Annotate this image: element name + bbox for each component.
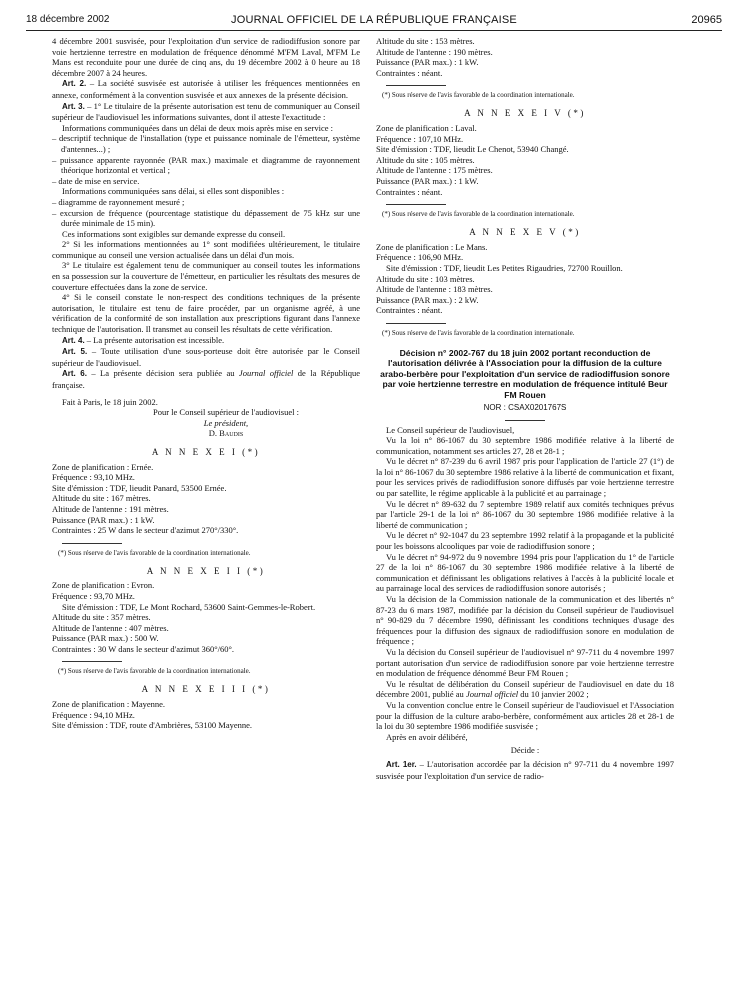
article-2: Art. 2. – La société susvisée est autorisée à utiliser les fréquences mentionnées en annexe, conformément à la convention susvisée et aux annexes de la présente décision. bbox=[52, 78, 361, 100]
header-rule bbox=[26, 30, 722, 31]
annex-line: Altitude de l'antenne : 175 mètres. bbox=[376, 165, 493, 176]
annex-line: Site d'émission : TDF, route d'Ambrières, 53100 Mayenne. bbox=[52, 720, 253, 731]
header-page-number: 20965 bbox=[691, 14, 722, 26]
annex-line: Puissance (PAR max.) : 2 kW. bbox=[376, 294, 479, 305]
article-4: Art. 4. – La présente autorisation est incessible. bbox=[62, 334, 225, 345]
annex-line: Altitude du site : 357 mètres. bbox=[52, 612, 151, 623]
paragraph: Vu le résultat de délibération du Conseil supérieur de l'audiovisuel en date du 18 décembre 2001, publié au Journal officiel du 10 janvier 2002 ; bbox=[376, 678, 674, 700]
annex-line: Fréquence : 93,10 MHz. bbox=[52, 472, 135, 483]
annex-line: Altitude du site : 167 mètres. bbox=[52, 493, 151, 504]
list-item: – puissance apparente rayonnée (PAR max.) maximale et diagramme de rayonnement théorique horizontal et vertical ; bbox=[52, 154, 360, 176]
paragraph: Après en avoir délibéré, bbox=[386, 731, 468, 742]
annex-line: Altitude du site : 153 mètres. bbox=[376, 36, 475, 46]
separator bbox=[505, 420, 545, 421]
annex-line: Puissance (PAR max.) : 1 kW. bbox=[376, 175, 479, 186]
annex-line: Puissance (PAR max.) : 500 W. bbox=[52, 633, 159, 644]
page-header bbox=[0, 14, 748, 30]
annex-4-title: A N N E X E I V (*) bbox=[464, 108, 586, 119]
article-6: Art. 6. – La présente décision sera publiée au Journal officiel de la République française. bbox=[52, 368, 360, 390]
article-3: Art. 3. – 1° Le titulaire de la présente autorisation est tenu de communiquer au Conseil supérieur de l'audiovisuel les informations suivantes, dont il atteste l'exactitude : bbox=[52, 100, 361, 123]
paragraph: Informations communiquées sans délai, si elles sont disponibles : bbox=[62, 186, 285, 197]
paragraph: Vu la décision de la Commission nationale de la communication et des libertés n° 87-23 du 6 mars 1987, modifiée par la décision du Conseil supérieur de l'audiovisuel n° 90-829 du 7 décembre 1990, définissant les conditions techniques d'usage des fréquences pour la diffusion des signaux de radiodiffusion sonore en modulation de fréquence ; bbox=[376, 594, 674, 647]
footnote-rule bbox=[386, 85, 446, 86]
annex-line: Contraintes : néant. bbox=[376, 67, 443, 78]
annex-line: Altitude de l'antenne : 191 mètres. bbox=[52, 503, 169, 514]
signature-name: D. Baudis bbox=[208, 428, 244, 439]
paragraph: Le Conseil supérieur de l'audiovisuel, bbox=[386, 424, 515, 435]
article-1: Art. 1er. – L'autorisation accordée par la décision n° 97-711 du 4 novembre 1997 susvisée pour l'exploitation d'un service de radio- bbox=[376, 758, 675, 781]
decide-heading: Décide : bbox=[510, 745, 540, 756]
list-item: – excursion de fréquence (pourcentage statistique du dépassement de 75 kHz sur une durée minimale de 15 min). bbox=[52, 207, 360, 229]
annex-line: Contraintes : néant. bbox=[376, 186, 443, 197]
annex-line: Fréquence : 94,10 MHz. bbox=[52, 709, 135, 720]
annex-5-title: A N N E X E V (*) bbox=[469, 227, 581, 238]
annex-line: Zone de planification : Le Mans. bbox=[376, 241, 488, 252]
annex-line: Zone de planification : Mayenne. bbox=[52, 699, 166, 710]
annex-line: Site d'émission : TDF, lieudit Panard, 53500 Ernée. bbox=[52, 482, 227, 493]
annex-line: Altitude du site : 105 mètres. bbox=[376, 154, 475, 165]
paragraph: 2° Si les informations mentionnées au 1° sont modifiées ultérieurement, le titulaire communique au conseil une version actualisée dans un délai d'un mois. bbox=[52, 239, 360, 260]
annex-line: Zone de planification : Laval. bbox=[376, 122, 477, 133]
paragraph: Vu la décision du Conseil supérieur de l'audiovisuel n° 97-711 du 4 novembre 1997 portant autorisation d'un service de radiodiffusion sonore par voie hertzienne terrestre en modulation de fréquence dénommé Beur FM Rouen ; bbox=[376, 646, 674, 679]
footnote: (*) Sous réserve de l'avis favorable de la coordination internationale. bbox=[58, 667, 251, 676]
paragraph: 3° Le titulaire est également tenu de communiquer au conseil toutes les informations en sa possession sur la couverture de l'émetteur, en particulier les résultats des mesures de couverture effectuées dans la zone de service. bbox=[52, 260, 360, 292]
footnote-rule bbox=[62, 543, 122, 544]
annex-line: Contraintes : néant. bbox=[376, 305, 443, 316]
annex-2-title: A N N E X E I I (*) bbox=[146, 565, 266, 576]
footnote: (*) Sous réserve de l'avis favorable de la coordination internationale. bbox=[382, 91, 575, 100]
annex-line: Altitude de l'antenne : 183 mètres. bbox=[376, 284, 493, 295]
signature-line: Pour le Conseil supérieur de l'audiovisuel : bbox=[152, 407, 299, 418]
footnote-rule bbox=[386, 204, 446, 205]
footnote: (*) Sous réserve de l'avis favorable de la coordination internationale. bbox=[58, 548, 251, 557]
nor-reference: NOR : CSAX0201767S bbox=[483, 402, 567, 412]
annex-line: Zone de planification : Ernée. bbox=[52, 461, 154, 472]
paragraph: Informations communiquées dans un délai de deux mois après mise en service : bbox=[62, 122, 333, 133]
right-column bbox=[376, 36, 674, 781]
annex-line: Altitude de l'antenne : 407 mètres. bbox=[52, 622, 169, 633]
list-item: – diagramme de rayonnement mesuré ; bbox=[52, 196, 185, 207]
list-item: – descriptif technique de l'installation (type et puissance nominale de l'émetteur, système d'antennes...) ; bbox=[52, 133, 360, 154]
paragraph: Vu le décret n° 92-1047 du 23 septembre 1992 relatif à la propagande et la publicité pour les boissons alcooliques par voie de radiodiffusion sonore ; bbox=[376, 530, 674, 552]
header-title: JOURNAL OFFICIEL DE LA RÉPUBLIQUE FRANÇAISE bbox=[231, 14, 517, 26]
annex-line: Puissance (PAR max.) : 1 kW. bbox=[52, 514, 155, 525]
paragraph: 4 décembre 2001 susvisée, pour l'exploitation d'un service de radiodiffusion sonore par voie hertzienne terrestre en modulation de fréquence dénommé M'FM Laval, M'FM Le Mans est reconduite pour une durée de cinq ans, du 19 décembre 2002 à 0 heure au 18 décembre 2007 à 24 heures. bbox=[52, 36, 360, 78]
article-5: Art. 5. – Toute utilisation d'une sous-porteuse doit être autorisée par le Conseil supérieur de l'audiovisuel. bbox=[52, 346, 361, 368]
annex-1-title: A N N E X E I (*) bbox=[151, 446, 261, 457]
annex-line: Altitude de l'antenne : 190 mètres. bbox=[376, 46, 493, 57]
footnote-rule bbox=[386, 323, 446, 324]
list-item: – date de mise en service. bbox=[52, 175, 140, 186]
annex-line: Fréquence : 106,90 MHz. bbox=[376, 252, 464, 263]
annex-line: Contraintes : 25 W dans le secteur d'azimut 270°/330°. bbox=[52, 525, 239, 536]
paragraph: Vu le décret n° 87-239 du 6 avril 1987 pris pour l'application de l'article 27 (1°) de la loi n° 86-1067 du 30 septembre 1986 relative à la liberté de communication et fixant, pour les services privés de radiodiffusion sonore diffusés par voie hertzienne terrestre ou par satellite, le régime applicable à la publicité et au parrainage ; bbox=[376, 456, 674, 499]
footnote-rule bbox=[62, 661, 122, 662]
annex-line: Site d'émission : TDF, Le Mont Rochard, 53600 Saint-Gemmes-le-Robert. bbox=[62, 601, 316, 612]
annex-line: Fréquence : 107,10 MHz. bbox=[376, 133, 464, 144]
footnote: (*) Sous réserve de l'avis favorable de la coordination internationale. bbox=[382, 210, 575, 219]
paragraph: Vu la convention conclue entre le Conseil supérieur de l'audiovisuel et l'Association pour la diffusion de la culture arabo-berbère, conformément aux articles 28 et 28-1 de la loi du 30 septembre 1986 modifiée susvisée ; bbox=[376, 699, 674, 732]
annex-line: Zone de planification : Evron. bbox=[52, 580, 155, 591]
date-line: Fait à Paris, le 18 juin 2002. bbox=[62, 396, 158, 407]
annex-line: Fréquence : 93,70 MHz. bbox=[52, 590, 135, 601]
annex-3-title: A N N E X E I I I (*) bbox=[141, 684, 271, 695]
paragraph: Ces informations sont exigibles sur demande expresse du conseil. bbox=[62, 228, 286, 239]
annex-line: Site d'émission : TDF, lieudit Les Petites Rigaudries, 72700 Rouillon. bbox=[386, 262, 623, 273]
left-column bbox=[52, 36, 360, 731]
footnote: (*) Sous réserve de l'avis favorable de la coordination internationale. bbox=[382, 328, 575, 337]
paragraph: Vu le décret n° 89-632 du 7 septembre 1989 relatif aux comités techniques prévus par l'article 29-1 de la loi n° 86-1067 du 30 septembre 1986 modifiée relative à la liberté de communication ; bbox=[376, 498, 674, 530]
signature-title: Le président, bbox=[203, 417, 249, 428]
header-date: 18 décembre 2002 bbox=[26, 14, 110, 25]
paragraph: Vu la loi n° 86-1067 du 30 septembre 1986 modifiée relative à la liberté de communication, notamment ses articles 27, 28 et 28-1 ; bbox=[376, 435, 674, 456]
annex-line: Contraintes : 30 W dans le secteur d'azimut 360°/60°. bbox=[52, 643, 234, 654]
annex-line: Puissance (PAR max.) : 1 kW. bbox=[376, 57, 479, 68]
paragraph: Vu le décret n° 94-972 du 9 novembre 1994 pris pour l'application du 1° de l'article 27 de la loi n° 86-1067 du 30 septembre 1986 modifiée relative à la liberté de communication et définissant les obligations relatives à l'accès à la publicité locale et au parrainage local des services de radiodiffusion sonore autorisés ; bbox=[376, 551, 674, 594]
annex-line: Site d'émission : TDF, lieudit Le Chenot, 53940 Changé. bbox=[376, 144, 569, 155]
decision-title: Décision n° 2002-767 du 18 juin 2002 portant reconduction de l'autorisation délivrée à l'Association pour la diffusion de la culture arabo-berbère pour l'exploitation d'un service de radiodiffusion sonore par voie hertzienne terrestre en modulation de fréquence intitulé Beur FM Rouen bbox=[380, 347, 670, 400]
annex-line: Altitude du site : 103 mètres. bbox=[376, 273, 475, 284]
paragraph: 4° Si le conseil constate le non-respect des conditions techniques de la présente autorisation, le titulaire est tenu de faire procéder, par un organisme agréé, à une vérification de la conformité de son installation aux prescriptions figurant dans l'annexe technique de l'autorisation. Il transmet au conseil les résultats de cette vérification. bbox=[52, 292, 360, 335]
